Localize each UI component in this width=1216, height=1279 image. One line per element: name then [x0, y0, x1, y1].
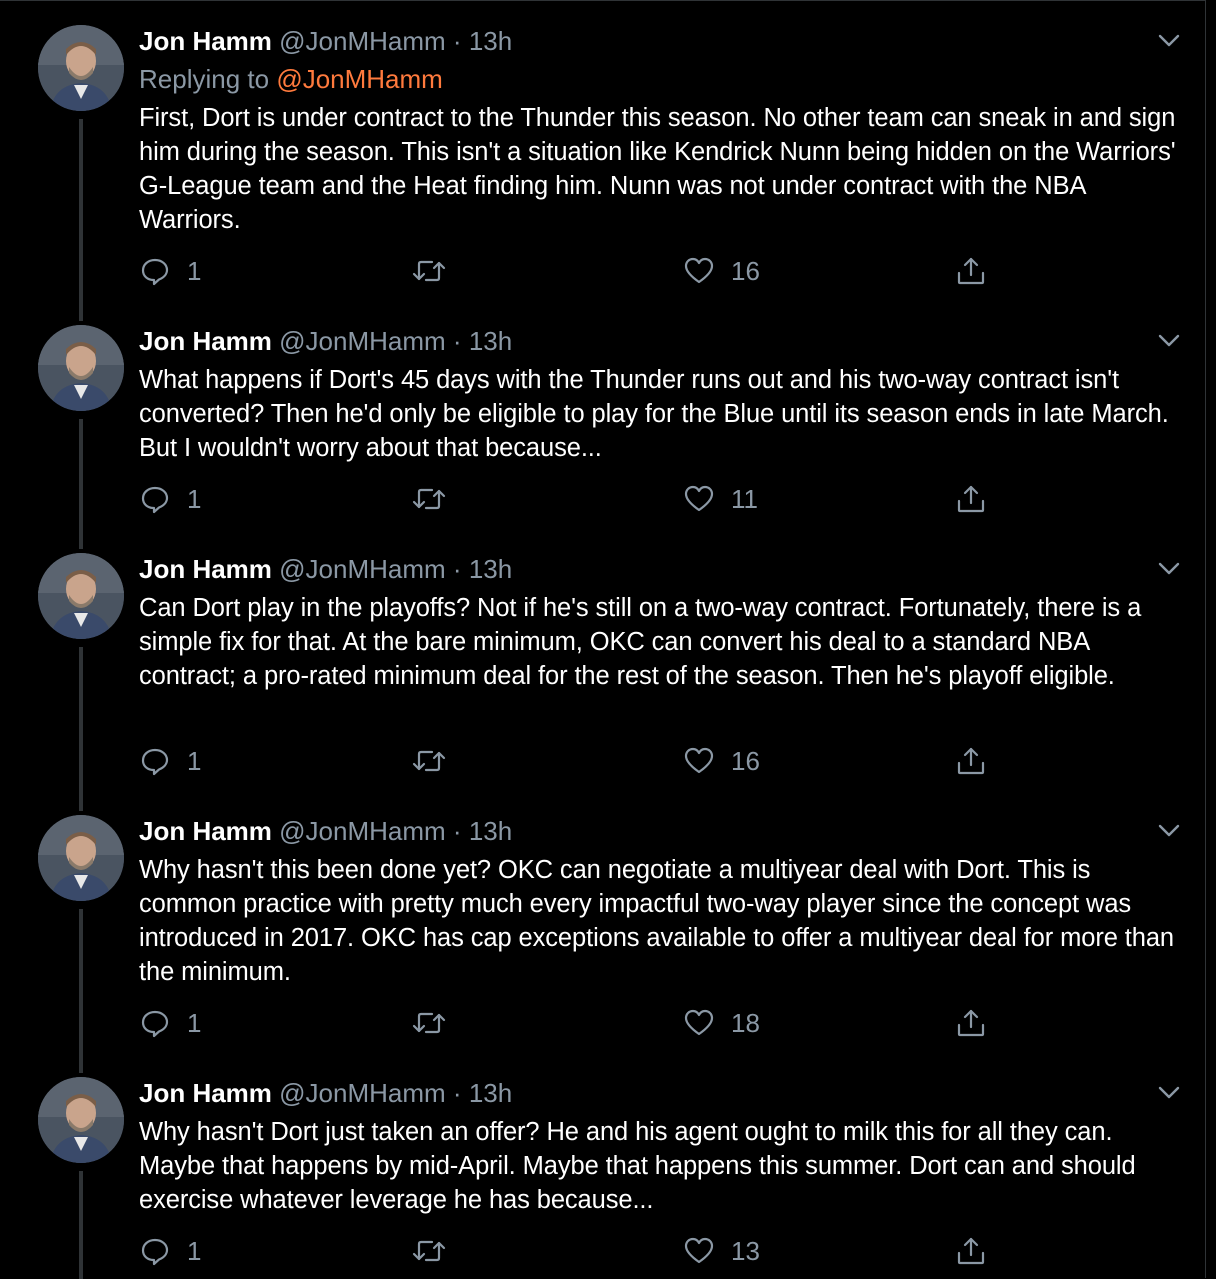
timestamp[interactable]: 13h [468, 26, 513, 56]
timestamp[interactable]: 13h [468, 554, 513, 584]
share-upload-icon [955, 1235, 987, 1267]
tweet-actions [139, 1233, 1039, 1269]
avatar[interactable] [38, 325, 124, 411]
timestamp[interactable]: 13h [468, 816, 513, 846]
retweet-arrows-icon [411, 745, 447, 777]
heart-icon [683, 483, 715, 515]
avatar-photo [38, 325, 124, 411]
like-button[interactable] [683, 481, 758, 517]
avatar-photo [38, 1077, 124, 1163]
reply-count: 1 [187, 483, 202, 514]
separator: · [452, 326, 462, 356]
like-count: 16 [731, 745, 760, 776]
author-name[interactable]: Jon Hamm [139, 816, 272, 846]
avatar-photo [38, 25, 124, 111]
share-upload-icon [955, 483, 987, 515]
thread-line [79, 119, 83, 319]
reply-count: 1 [187, 1235, 202, 1266]
share-button[interactable] [955, 253, 987, 289]
reply-button[interactable] [139, 743, 201, 779]
thread-line [79, 529, 83, 549]
heart-icon [683, 255, 715, 287]
author-handle[interactable]: @JonMHamm [279, 26, 446, 56]
tweet-text: Why hasn't this been done yet? OKC can negotiate a multiyear deal with Dort. This is common practice with pretty much every impactful two-way player since the concept was introduced in 2017. OKC has cap exceptions available to offer a multiyear deal for more than the minimum. [139, 856, 1175, 986]
reply-button[interactable] [139, 1233, 201, 1269]
like-button[interactable] [683, 1233, 760, 1269]
heart-icon [683, 1007, 715, 1039]
tweet-header [139, 551, 512, 587]
thread-line [79, 301, 83, 321]
share-button[interactable] [955, 743, 987, 779]
replying-to [139, 61, 443, 97]
share-button[interactable] [955, 1233, 987, 1269]
reply-count: 1 [187, 745, 202, 776]
thread-line [79, 909, 83, 1071]
like-button[interactable] [683, 253, 760, 289]
like-button[interactable] [683, 743, 760, 779]
author-name[interactable]: Jon Hamm [139, 326, 272, 356]
speech-bubble-icon [139, 1007, 171, 1039]
avatar-photo [38, 815, 124, 901]
retweet-button[interactable] [411, 1005, 447, 1041]
chevron-down-icon[interactable] [1154, 325, 1184, 355]
speech-bubble-icon [139, 1235, 171, 1267]
avatar[interactable] [38, 1077, 124, 1163]
separator: · [452, 816, 462, 846]
retweet-button[interactable] [411, 481, 447, 517]
timestamp[interactable]: 13h [468, 326, 513, 356]
retweet-arrows-icon [411, 483, 447, 515]
reply-count: 1 [187, 255, 202, 286]
avatar[interactable] [38, 553, 124, 639]
reply-count: 1 [187, 1007, 202, 1038]
tweet-actions [139, 743, 1039, 779]
share-upload-icon [955, 1007, 987, 1039]
thread-line [79, 647, 83, 809]
avatar[interactable] [38, 25, 124, 111]
avatar[interactable] [38, 815, 124, 901]
thread-line [79, 1171, 83, 1279]
chevron-down-icon[interactable] [1154, 553, 1184, 583]
like-count: 18 [731, 1007, 760, 1038]
speech-bubble-icon [139, 745, 171, 777]
heart-icon [683, 745, 715, 777]
like-button[interactable] [683, 1005, 760, 1041]
tweet-text: Why hasn't Dort just taken an offer? He and his agent ought to milk this for all they can. Maybe that happens by mid-April. Maybe that happens this summer. Dort can and should exercise whatever leverage he has because... [139, 1118, 1136, 1214]
speech-bubble-icon [139, 255, 171, 287]
like-count: 11 [731, 483, 758, 514]
author-handle[interactable]: @JonMHamm [279, 816, 446, 846]
tweet-text: First, Dort is under contract to the Thunder this season. No other team can sneak in and sign him during the season. This isn't a situation like Kendrick Nunn being hidden on the Warriors' G-League team and the Heat finding him. Nunn was not under contract with the NBA Warriors. [139, 104, 1176, 234]
share-upload-icon [955, 255, 987, 287]
retweet-arrows-icon [411, 1235, 447, 1267]
speech-bubble-icon [139, 483, 171, 515]
heart-icon [683, 1235, 715, 1267]
author-name[interactable]: Jon Hamm [139, 1078, 272, 1108]
tweet-header [139, 813, 512, 849]
chevron-down-icon[interactable] [1154, 1077, 1184, 1107]
thread-line [79, 1053, 83, 1073]
share-button[interactable] [955, 1005, 987, 1041]
reply-button[interactable] [139, 1005, 201, 1041]
tweet-text: Can Dort play in the playoffs? Not if he's still on a two-way contract. Fortunately, there is a simple fix for that. At the bare minimum, OKC can convert his deal to a standard NBA contract; a pro-rated minimum deal for the rest of the season. Then he's playoff eligible. [139, 594, 1142, 690]
author-name[interactable]: Jon Hamm [139, 554, 272, 584]
separator: · [452, 26, 462, 56]
retweet-button[interactable] [411, 1233, 447, 1269]
author-handle[interactable]: @JonMHamm [279, 1078, 446, 1108]
timestamp[interactable]: 13h [468, 1078, 513, 1108]
like-count: 13 [731, 1235, 760, 1266]
share-upload-icon [955, 745, 987, 777]
avatar-photo [38, 553, 124, 639]
separator: · [452, 1078, 462, 1108]
retweet-arrows-icon [411, 255, 447, 287]
tweet-actions [139, 253, 1039, 289]
like-count: 16 [731, 255, 760, 286]
tweet-header [139, 23, 512, 59]
thread-line [79, 791, 83, 811]
author-name[interactable]: Jon Hamm [139, 26, 272, 56]
replying-prefix: Replying to [139, 64, 270, 94]
tweet-header [139, 323, 512, 359]
retweet-button[interactable] [411, 253, 447, 289]
retweet-button[interactable] [411, 743, 447, 779]
tweet-header [139, 1075, 512, 1111]
author-handle[interactable]: @JonMHamm [279, 326, 446, 356]
tweet-text: What happens if Dort's 45 days with the Thunder runs out and his two-way contract isn't converted? Then he'd only be eligible to play for the Blue until its season ends in late March. But I wouldn't worry about that because... [139, 366, 1169, 462]
tweet-actions [139, 481, 1039, 517]
separator: · [452, 554, 462, 584]
mention-link[interactable]: @JonMHamm [276, 64, 443, 94]
reply-button[interactable] [139, 481, 201, 517]
reply-button[interactable] [139, 253, 201, 289]
chevron-down-icon[interactable] [1154, 815, 1184, 845]
share-button[interactable] [955, 481, 987, 517]
author-handle[interactable]: @JonMHamm [279, 554, 446, 584]
tweet-actions [139, 1005, 1039, 1041]
retweet-arrows-icon [411, 1007, 447, 1039]
chevron-down-icon[interactable] [1154, 25, 1184, 55]
